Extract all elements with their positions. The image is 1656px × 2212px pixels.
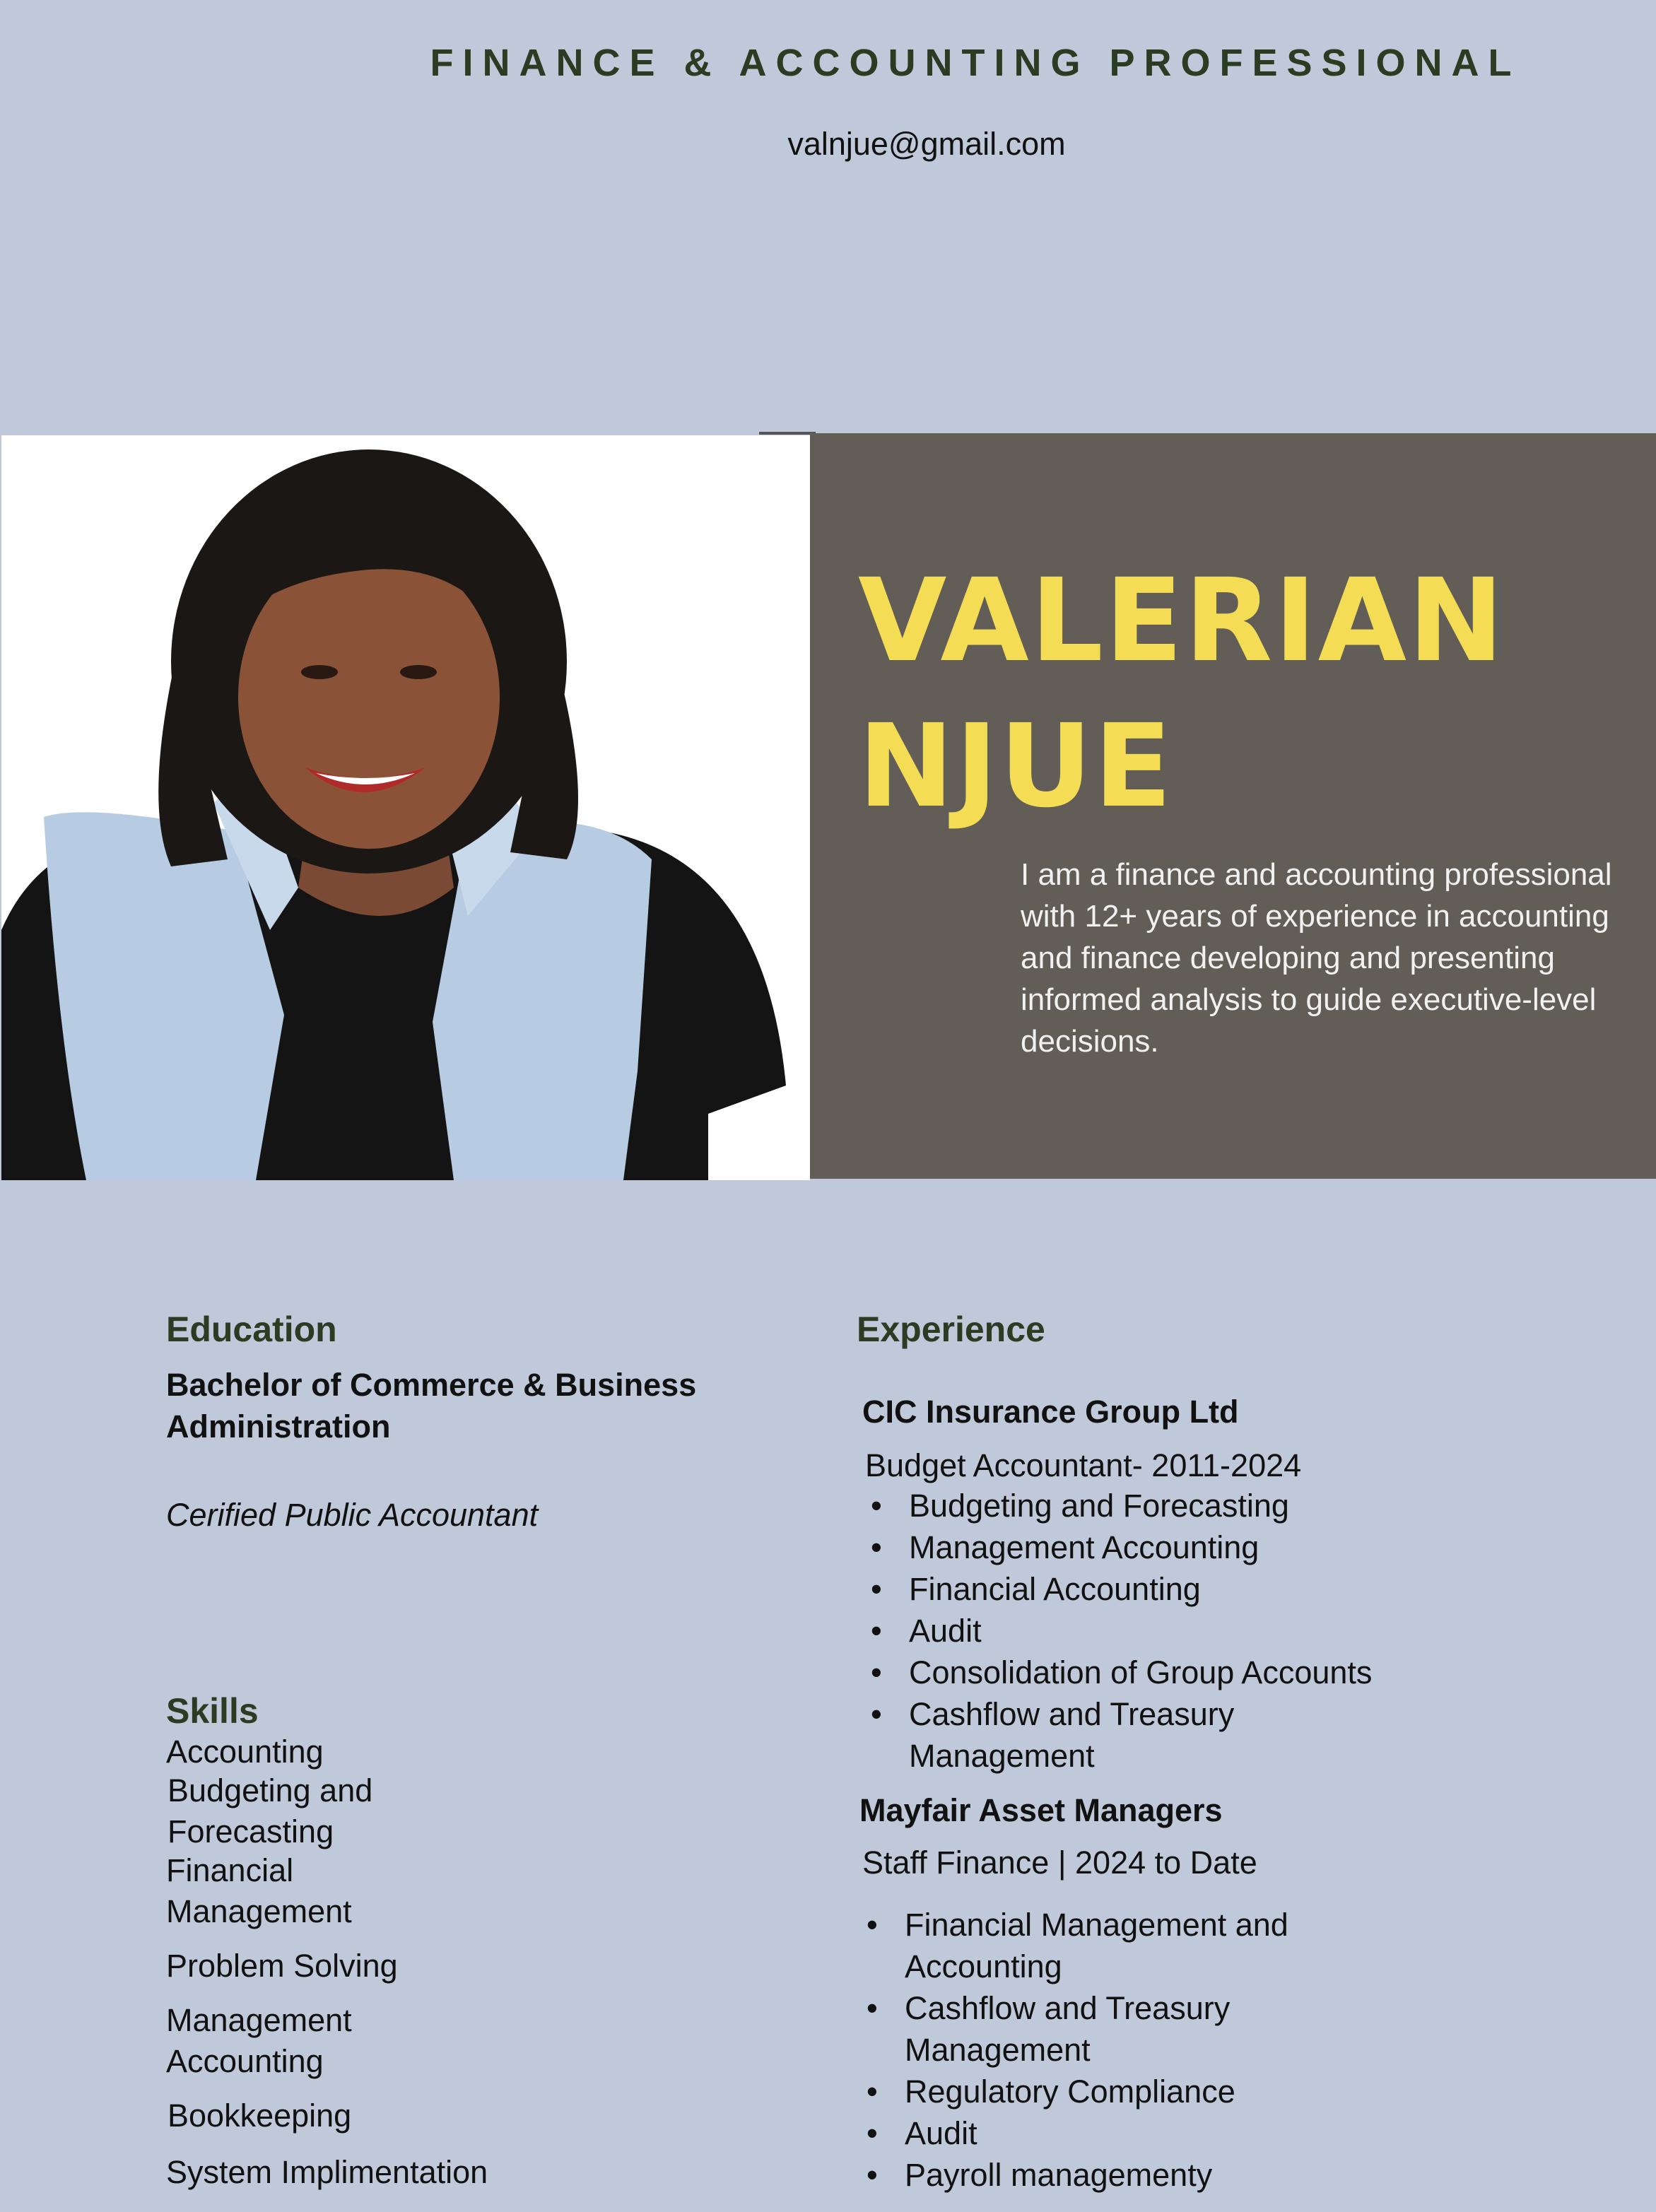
- skill-item: [166, 1946, 398, 1987]
- duty-item: • Financial Management and Accounting: [862, 1904, 1569, 1987]
- first-name: VALERIAN: [858, 555, 1505, 688]
- skill-item: [166, 1731, 324, 1772]
- experience-heading: Experience: [857, 1310, 1045, 1349]
- profile-summary: I am a finance and accounting professional with 12+ years of experience in accounting and finance developing and presenting informed analysis to guide executive-level decisions.: [1021, 857, 1612, 1059]
- email-address: valnjue@gmail.com: [787, 126, 1066, 162]
- skill-item: [166, 2000, 352, 2082]
- portrait-illustration: [1, 435, 810, 1180]
- duty-list: [867, 1485, 1573, 1777]
- profile-photo: [1, 435, 810, 1180]
- degree: [166, 1364, 802, 1447]
- last-name: NJUE: [858, 700, 1174, 833]
- skill-line: Forecasting: [168, 1813, 334, 1849]
- duty-item: • Financial Accounting: [867, 1568, 1573, 1610]
- duty-item: • Cashflow and Treasury Management: [862, 1987, 1569, 2071]
- skill-item: [168, 1770, 372, 1852]
- certification: Cerified Public Accountant: [166, 1497, 539, 1533]
- skill-line: Budgeting and: [168, 1772, 373, 1808]
- education-heading: Education: [166, 1310, 337, 1349]
- skill-line: Management: [166, 2002, 352, 2038]
- duty-item: • Budgeting and Forecasting: [867, 1485, 1573, 1526]
- skill-line: Bookkeeping: [168, 2098, 352, 2134]
- duty-item: • Management Accounting: [867, 1526, 1573, 1568]
- skill-item: [166, 2152, 488, 2193]
- degree-line: Bachelor of Commerce & Business: [166, 1367, 697, 1403]
- company-name: CIC Insurance Group Ltd: [862, 1394, 1239, 1430]
- company-name: Mayfair Asset Managers: [859, 1792, 1223, 1828]
- skill-item: [168, 2095, 351, 2136]
- skill-line: Management: [166, 1893, 352, 1929]
- duty-list: [862, 1904, 1569, 2196]
- skill-item: [166, 1850, 352, 1932]
- skill-line: Financial: [166, 1852, 294, 1888]
- duty-item: • Audit: [862, 2112, 1569, 2154]
- skill-line: Accounting: [166, 2043, 324, 2079]
- duty-item: • Consolidation of Group Accounts: [867, 1652, 1573, 1693]
- skills-heading: Skills: [166, 1691, 259, 1731]
- duty-item: • Cashflow and Treasury Management: [867, 1693, 1573, 1777]
- skill-line: System Implimentation: [166, 2154, 488, 2190]
- duty-item: • Payroll managementy: [862, 2154, 1569, 2196]
- duty-item: • Regulatory Compliance: [862, 2071, 1569, 2112]
- skill-line: Problem Solving: [166, 1948, 398, 1984]
- professional-title: FINANCE & ACCOUNTING PROFESSIONAL: [430, 42, 1521, 84]
- hero-divider: [759, 432, 816, 435]
- degree-line: Administration: [166, 1408, 391, 1445]
- duty-item: • Audit: [867, 1610, 1573, 1652]
- job-role: Staff Finance | 2024 to Date: [862, 1845, 1257, 1881]
- job-role: Budget Accountant- 2011-2024: [865, 1447, 1302, 1483]
- skill-line: Accounting: [166, 1734, 324, 1770]
